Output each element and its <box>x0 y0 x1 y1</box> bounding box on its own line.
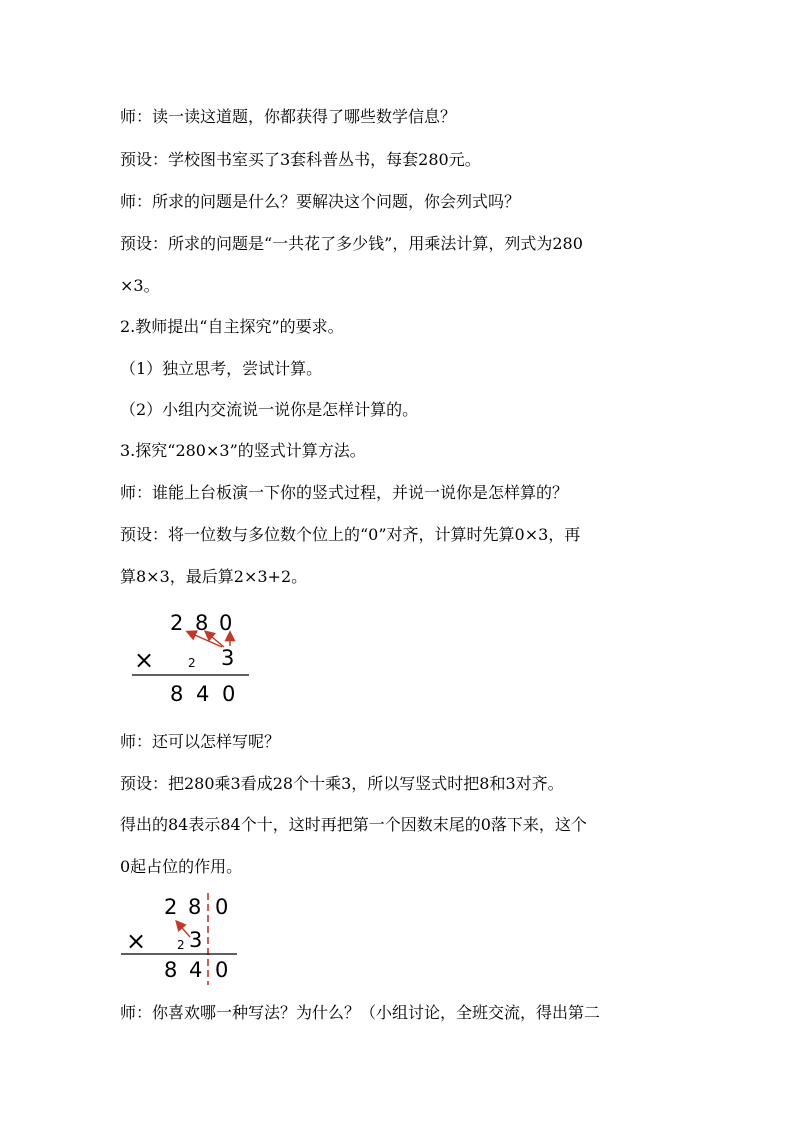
digit: 0 <box>222 682 236 706</box>
text-line: （2）小组内交流说一说你是怎样计算的。 <box>120 400 419 419</box>
multiply-sign: × <box>126 927 147 955</box>
digit: 0 <box>215 895 229 919</box>
text-line: 师：你喜欢哪一种写法？为什么？（小组讨论，全班交流，得出第二 <box>120 1003 601 1022</box>
text-line: 得出的84表示84个十，这时再把第一个因数末尾的0落下来，这个 <box>120 815 587 834</box>
digit: 3 <box>189 928 203 952</box>
digit: 8 <box>164 958 178 982</box>
digit: 0 <box>215 958 229 982</box>
text-line: 预设：学校图书室买了3套科普丛书，每套280元。 <box>120 150 481 169</box>
digit: 2 <box>164 895 178 919</box>
carry-digit: 2 <box>177 938 185 952</box>
text-line: 师：谁能上台板演一下你的竖式过程，并说一说你是怎样算的？ <box>120 483 569 502</box>
digit: 8 <box>188 895 202 919</box>
text-line: 师：所求的问题是什么？要解决这个问题，你会列式吗？ <box>120 192 521 211</box>
digit: 4 <box>189 958 203 982</box>
text-line: 预设：把280乘3看成28个十乘3，所以写竖式时把8和3对齐。 <box>120 774 564 793</box>
text-line: 预设：所求的问题是“一共花了多少钱”，用乘法计算，列式为280 <box>120 234 583 253</box>
text-line: 2.教师提出“自主探究”的要求。 <box>120 317 344 336</box>
text-line: 师：读一读这道题，你都获得了哪些数学信息？ <box>120 107 457 126</box>
digit: 8 <box>195 611 209 635</box>
digit: 2 <box>170 611 184 635</box>
text-line: 3.探究“280×3”的竖式计算方法。 <box>120 441 366 460</box>
multiply-sign: × <box>134 646 155 674</box>
carry-digit: 2 <box>188 656 196 670</box>
text-line: 0起占位的作用。 <box>120 857 243 876</box>
text-line: （1）独立思考，尝试计算。 <box>120 359 323 378</box>
digit: 8 <box>170 682 184 706</box>
digit: 0 <box>219 611 233 635</box>
text-line: 师：还可以怎样写呢？ <box>120 732 281 751</box>
text-line: 预设：将一位数与多位数个位上的“0”对齐，计算时先算0×3，再 <box>120 525 581 544</box>
digit: 3 <box>221 646 235 670</box>
text-line: ×3。 <box>120 276 160 295</box>
digit: 4 <box>196 682 210 706</box>
text-line: 算8×3，最后算2×3+2。 <box>120 567 308 586</box>
